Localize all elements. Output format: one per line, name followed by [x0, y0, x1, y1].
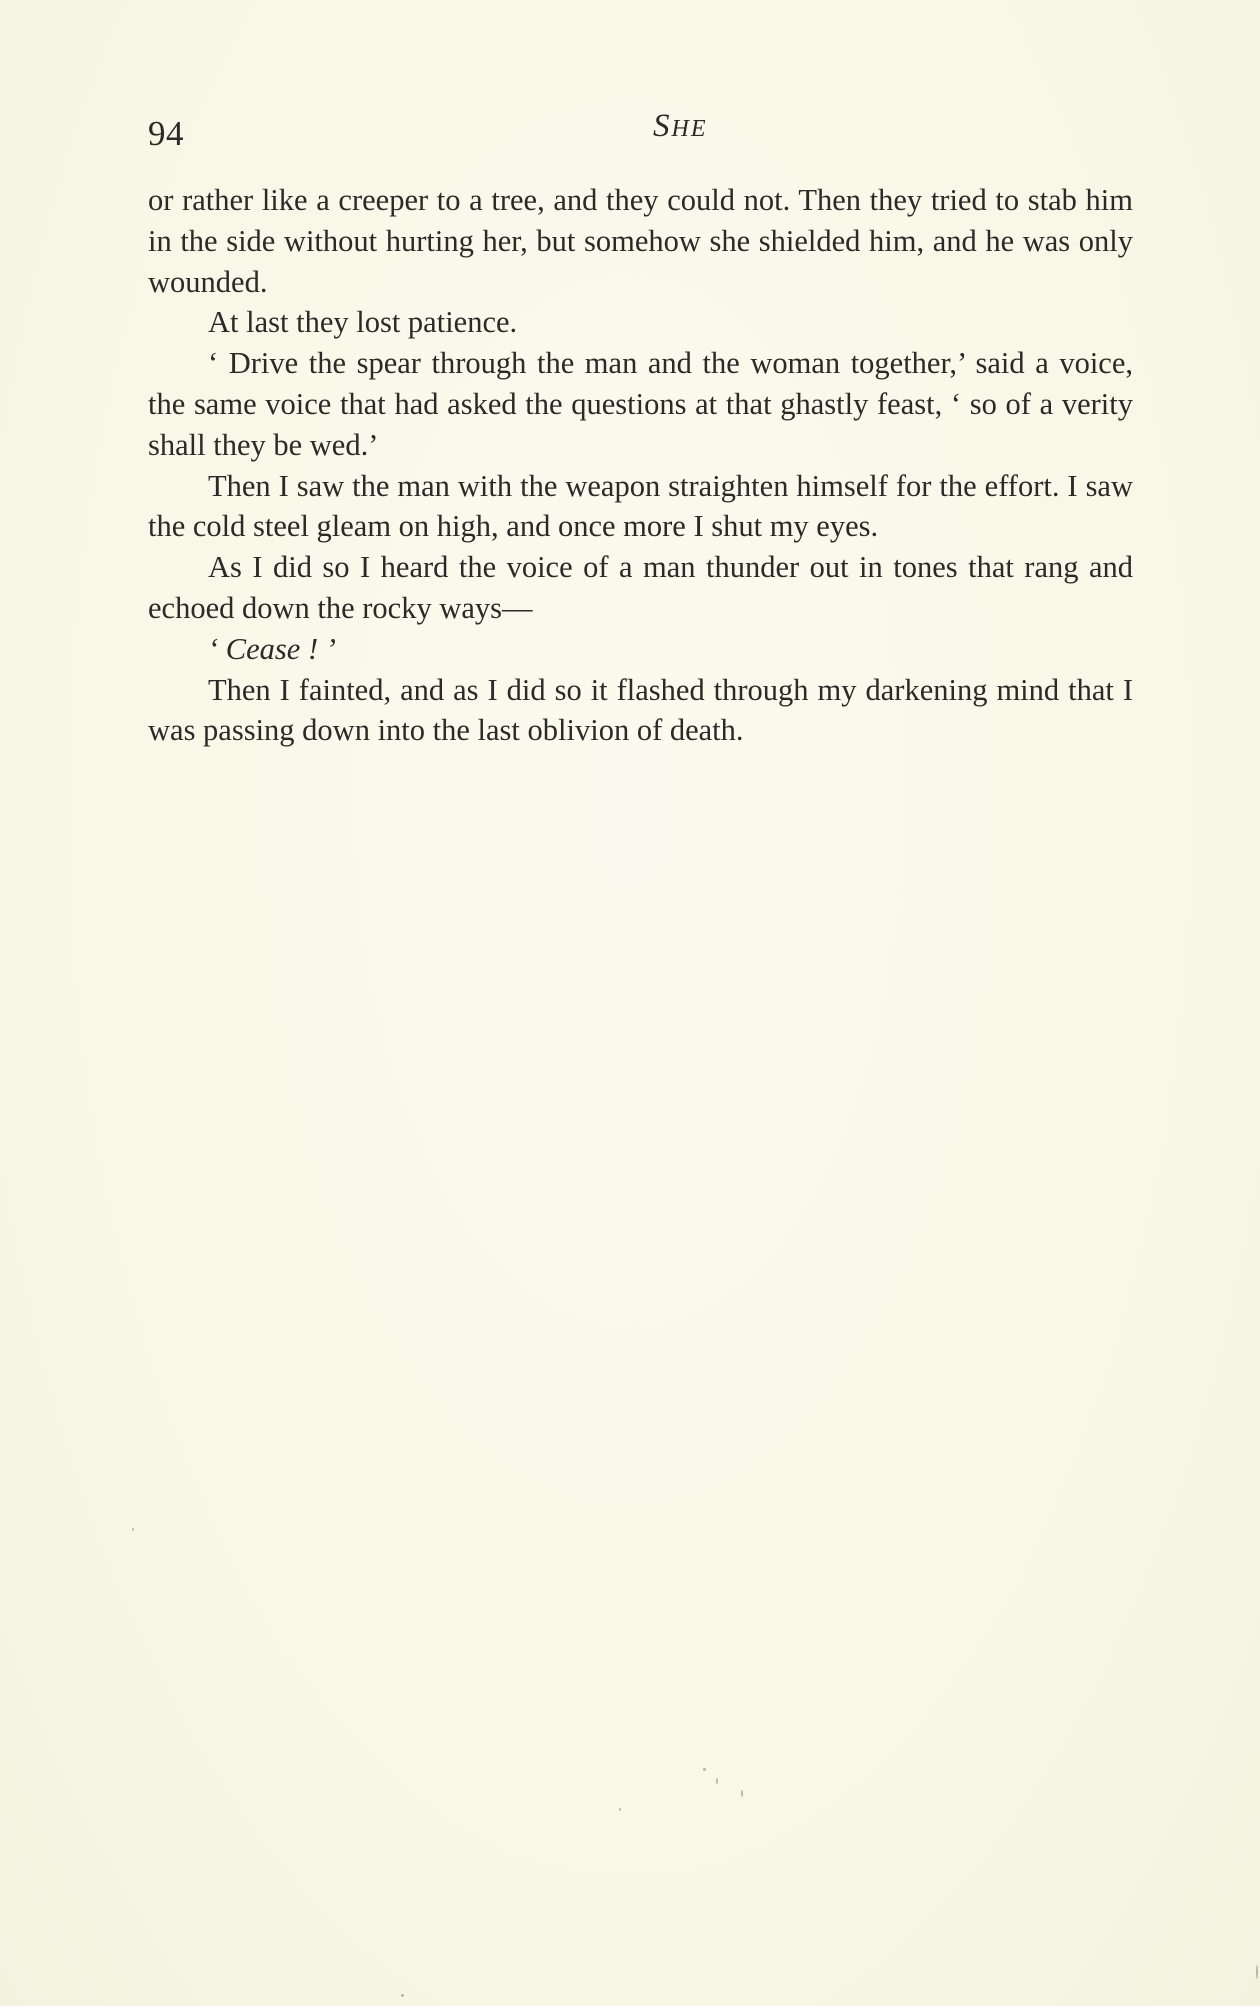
paper-speck: [703, 1768, 706, 1771]
paragraph: or rather like a creeper to a tree, and they could not. Then they tried to stab him in the side without hurting her, but somehow she shielded him, and he was only wounded.: [148, 183, 1133, 299]
paper-speck: [716, 1778, 718, 1784]
paragraph-exclamation: ‘ Cease ! ’: [208, 631, 336, 666]
paragraph: ‘ Drive the spear through the man and the woman together,’ said a voice, the same voice that had asked the questions at that ghastly feast, ‘ so of a verity shall they be wed.’: [148, 346, 1133, 462]
paper-speck: [401, 1994, 404, 1997]
paper-speck: [132, 1528, 134, 1531]
page-number: 94: [148, 114, 184, 153]
paragraph: Then I fainted, and as I did so it flashed through my darkening mind that I was passing down into the last oblivion of death.: [148, 672, 1133, 748]
paper-speck: [619, 1808, 621, 1811]
paper-speck: [741, 1790, 743, 1797]
page-header: [148, 108, 1133, 158]
paragraph: At last they lost patience.: [208, 305, 518, 340]
running-title: [653, 108, 708, 145]
body-text: [148, 180, 1133, 751]
running-title-cap: S: [653, 108, 672, 144]
paragraph: Then I saw the man with the weapon straighten himself for the effort. I saw the cold steel gleam on high, and once more I shut my eyes.: [148, 468, 1133, 544]
paragraph: As I did so I heard the voice of a man thunder out in tones that rang and echoed down the rocky ways—: [148, 550, 1133, 625]
paper-speck: [1256, 1965, 1258, 1979]
running-title-rest: HE: [671, 116, 708, 142]
